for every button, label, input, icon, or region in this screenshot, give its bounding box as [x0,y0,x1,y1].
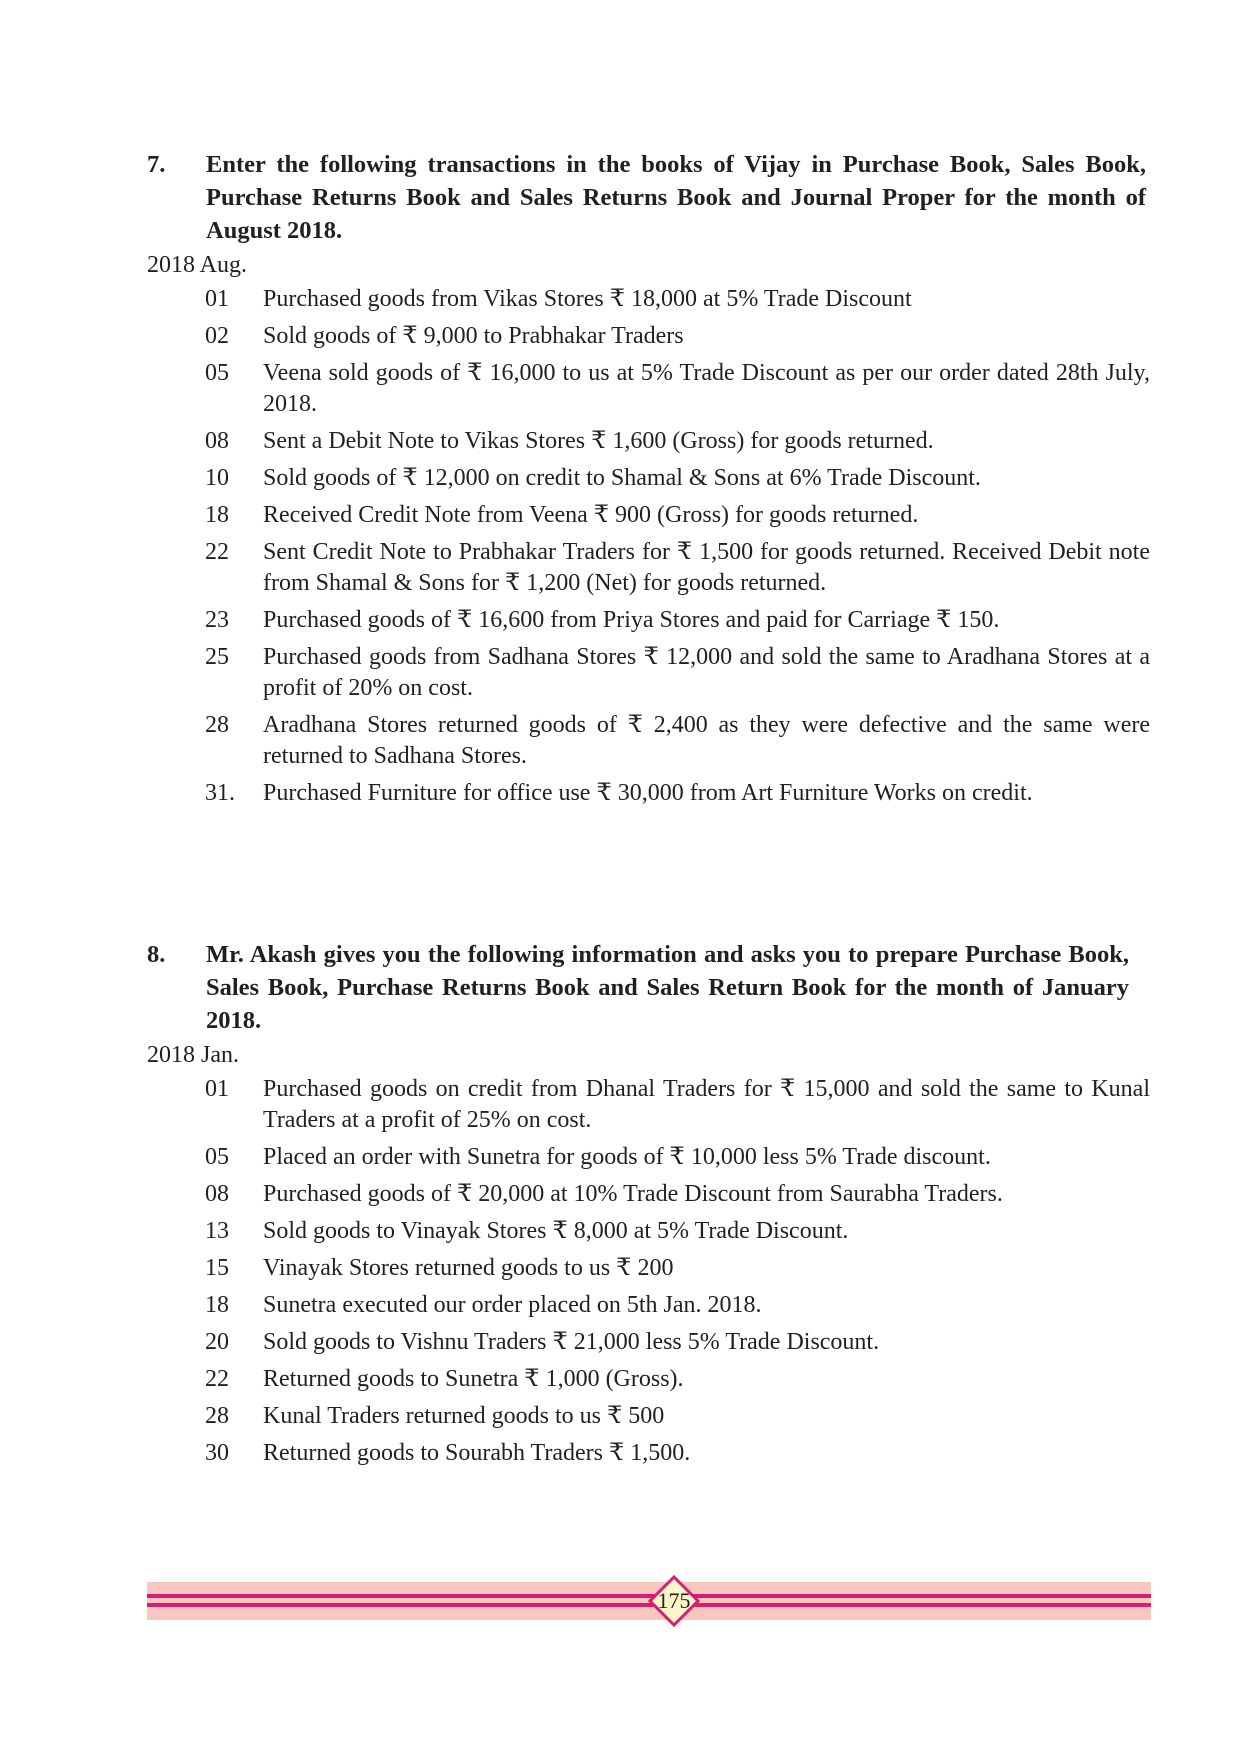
question-8-heading [147,938,1147,1037]
item-date: 10 [205,465,229,491]
question-7-month: 2018 Aug. [147,252,248,278]
item-text: Purchased goods of ₹ 20,000 at 10% Trade Discount from Saurabha Traders. [263,1181,1003,1207]
item-text: Kunal Traders returned goods to us ₹ 500 [263,1403,665,1429]
question-8-list [147,1074,1150,1469]
list-item [147,426,1147,457]
item-text: Sent a Debit Note to Vikas Stores ₹ 1,600 (Gross) for goods returned. [263,428,934,454]
item-text: Purchased goods of ₹ 16,600 from Priya Stores and paid for Carriage ₹ 150. [263,607,1000,633]
list-item [147,537,1150,599]
list-item [147,1253,1147,1284]
item-text: Sold goods of ₹ 9,000 to Prabhakar Traders [263,323,684,349]
item-text: Vinayak Stores returned goods to us ₹ 200 [263,1255,674,1281]
list-item [147,642,1150,704]
item-text: Aradhana Stores returned goods of ₹ 2,400 as they were defective and the same were returned to Sadhana Stores. [263,712,1150,769]
list-item [147,284,1147,315]
list-item [147,1179,1147,1210]
list-item [147,1438,1147,1469]
list-item [147,1290,1147,1321]
item-date: 18 [205,1292,229,1318]
item-date: 20 [205,1329,229,1355]
item-date: 28 [205,1403,229,1429]
item-date: 18 [205,502,229,528]
item-text: Received Credit Note from Veena ₹ 900 (Gross) for goods returned. [263,502,919,528]
question-7 [147,148,1150,815]
page-footer-band [147,1582,1151,1620]
question-7-title: Enter the following transactions in the books of Vijay in Purchase Book, Sales Book, Purchase Returns Book and Sales Returns Book and Journal Proper for the month of August 2018. [206,151,1146,244]
page-number: 175 [657,1588,691,1613]
item-text: Sold goods of ₹ 12,000 on credit to Shamal & Sons at 6% Trade Discount. [263,465,981,491]
item-date: 31. [205,780,235,806]
item-text: Sold goods to Vishnu Traders ₹ 21,000 less 5% Trade Discount. [263,1329,880,1355]
list-item [147,778,1147,809]
item-text: Sent Credit Note to Prabhakar Traders for ₹ 1,500 for goods returned. Received Debit note from Shamal & Sons for ₹ 1,200 (Net) for goods returned. [263,539,1150,596]
item-text: Veena sold goods of ₹ 16,000 to us at 5% Trade Discount as per our order dated 28th July, 2018. [263,360,1150,417]
list-item [147,1074,1150,1136]
item-text: Sold goods to Vinayak Stores ₹ 8,000 at 5% Trade Discount. [263,1218,849,1244]
item-date: 13 [205,1218,229,1244]
item-date: 01 [205,286,229,312]
question-8-month: 2018 Jan. [147,1042,239,1068]
list-item [147,321,1147,352]
item-text: Returned goods to Sunetra ₹ 1,000 (Gross). [263,1366,684,1392]
item-text: Purchased Furniture for office use ₹ 30,000 from Art Furniture Works on credit. [263,780,1033,806]
question-7-heading [147,148,1147,247]
item-text: Purchased goods from Sadhana Stores ₹ 12,000 and sold the same to Aradhana Stores at a profit of 20% on cost. [263,644,1150,701]
item-date: 08 [205,1181,229,1207]
list-item [147,605,1147,636]
question-7-number: 7. [147,151,166,178]
item-text: Placed an order with Sunetra for goods of ₹ 10,000 less 5% Trade discount. [263,1144,991,1170]
item-date: 22 [205,1366,229,1392]
list-item [147,1327,1147,1358]
list-item [147,710,1150,772]
item-date: 02 [205,323,229,349]
item-date: 30 [205,1440,229,1466]
item-date: 15 [205,1255,229,1281]
list-item [147,1364,1147,1395]
item-date: 23 [205,607,229,633]
question-7-list [147,284,1150,809]
item-text: Returned goods to Sourabh Traders ₹ 1,500. [263,1440,691,1466]
list-item [147,500,1147,531]
item-text: Sunetra executed our order placed on 5th Jan. 2018. [263,1292,762,1318]
question-8-title: Mr. Akash gives you the following information and asks you to prepare Purchase Book, Sales Book, Purchase Returns Book and Sales Return Book for the month of January 2018. [206,941,1129,1034]
page-number-badge [647,1574,701,1628]
question-8 [147,938,1150,1475]
list-item [147,358,1150,420]
item-date: 28 [205,712,229,738]
item-date: 01 [205,1076,229,1102]
item-date: 22 [205,539,229,565]
list-item [147,1142,1147,1173]
list-item [147,463,1147,494]
list-item [147,1216,1147,1247]
list-item [147,1401,1147,1432]
item-date: 08 [205,428,229,454]
item-date: 05 [205,1144,229,1170]
item-date: 05 [205,360,229,386]
item-text: Purchased goods from Vikas Stores ₹ 18,000 at 5% Trade Discount [263,286,912,312]
item-date: 25 [205,644,229,670]
question-8-number: 8. [147,941,166,968]
item-text: Purchased goods on credit from Dhanal Traders for ₹ 15,000 and sold the same to Kunal Traders at a profit of 25% on cost. [263,1076,1150,1133]
